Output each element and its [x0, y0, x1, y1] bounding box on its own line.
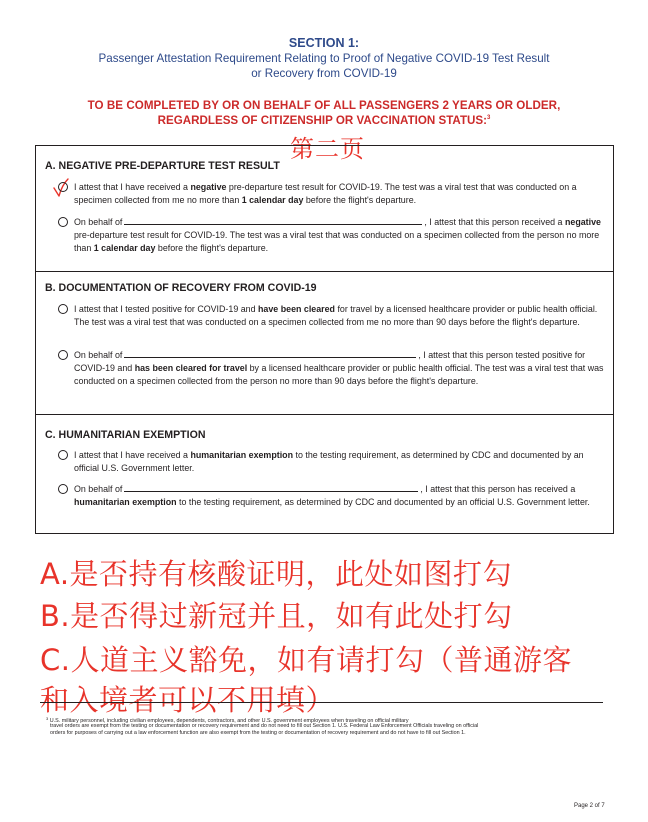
radio-c-behalf[interactable] [58, 484, 68, 494]
annotation-section-c-cont: 和入境者可以不用填） [40, 683, 336, 717]
annotation-section-a: A.是否持有核酸证明，此处如图打勾 [40, 557, 513, 591]
section-b-label: B. DOCUMENTATION OF RECOVERY FROM COVID-19 [45, 282, 317, 294]
option-a-behalf-text: On behalf of , I attest that this person received a negative pre-departure test result for COVID-19. The test was a viral test that was conducted on a specimen collected from the person no more than 1 calendar day before the flight's departure. [74, 217, 601, 253]
page-number: Page 2 of 7 [574, 803, 605, 809]
name-field-c[interactable] [124, 483, 418, 492]
footnote-line2: travel orders are exempt from the testing or documentation or recovery requirement and do not need to fill out Section 1. U.S. Federal Law Enforcement Officials traveling on official [50, 722, 479, 729]
page-annotation: 第二页 [290, 135, 365, 163]
radio-a-behalf[interactable] [58, 217, 68, 227]
annotation-section-b: B.是否得过新冠并且，如有此处打勾 [40, 599, 513, 633]
section-c-label: C. HUMANITARIAN EXEMPTION [45, 429, 206, 441]
section-divider [36, 271, 613, 272]
option-c-self-text: I attest that I have received a humanitarian exemption to the testing requirement, as determined by CDC and documented by an official U.S. Government letter. [74, 450, 584, 473]
section-a-label: A. NEGATIVE PRE-DEPARTURE TEST RESULT [45, 160, 280, 172]
requirement-line1: TO BE COMPLETED BY OR ON BEHALF OF ALL PASSENGERS 2 YEARS OR OLDER, [87, 99, 561, 112]
name-field-a[interactable] [124, 216, 422, 225]
requirement-footnote-ref: 3 [487, 115, 491, 121]
option-b-self-text: I attest that I tested positive for COVID-19 and have been cleared for travel by a licensed healthcare provider or public health official. The test was a viral test that was conducted on a specimen collected from me no more than 90 days before the flight's departure. [74, 304, 598, 327]
radio-b-self[interactable] [58, 304, 68, 314]
attestation-box [35, 145, 614, 534]
requirement-line2 [0, 114, 648, 127]
name-field-b[interactable] [124, 349, 416, 358]
option-b-behalf-text: On behalf of , I attest that this person tested positive for COVID-19 and has been cleared for travel by a licensed healthcare provider or public health official. The test was a viral test that was conducted on a specimen collected from the person no more than 90 days before the flight's departure. [74, 350, 604, 386]
footnote-line3: orders for purposes of carrying out a law enforcement function are also exempt from the testing or documentation of recovery requirement and do not have to fill out Section 1. [50, 730, 466, 736]
requirement-line2-text: REGARDLESS OF CITIZENSHIP OR VACCINATION STATUS: [157, 114, 487, 127]
radio-c-self[interactable] [58, 450, 68, 460]
section-subtitle-line1: Passenger Attestation Requirement Relating to Proof of Negative COVID-19 Test Result [98, 52, 550, 65]
radio-b-behalf[interactable] [58, 350, 68, 360]
section-divider [36, 414, 613, 415]
annotation-section-c: C.人道主义豁免，如有请打勾（普通游客 [40, 643, 572, 677]
footnote-rule [40, 702, 603, 703]
option-a-self-text: I attest that I have received a negative pre-departure test result for COVID-19. The test was a viral test that was conducted on a specimen collected from me no more than 1 calendar day before the flight's departure. [74, 182, 577, 205]
radio-a-self[interactable] [58, 182, 68, 192]
section-subtitle-line2: or Recovery from COVID-19 [251, 67, 397, 80]
footnote-line1: $^3$ U.S. military personnel, including civilian employees, dependents, contractors, and other U.S. government employees when traveling on official military [46, 716, 409, 724]
section-title: SECTION 1: [288, 36, 360, 50]
option-c-behalf-text: On behalf of , I attest that this person has received a humanitarian exemption to the testing requirement, as determined by CDC and documented by an official U.S. Government letter. [74, 484, 590, 507]
